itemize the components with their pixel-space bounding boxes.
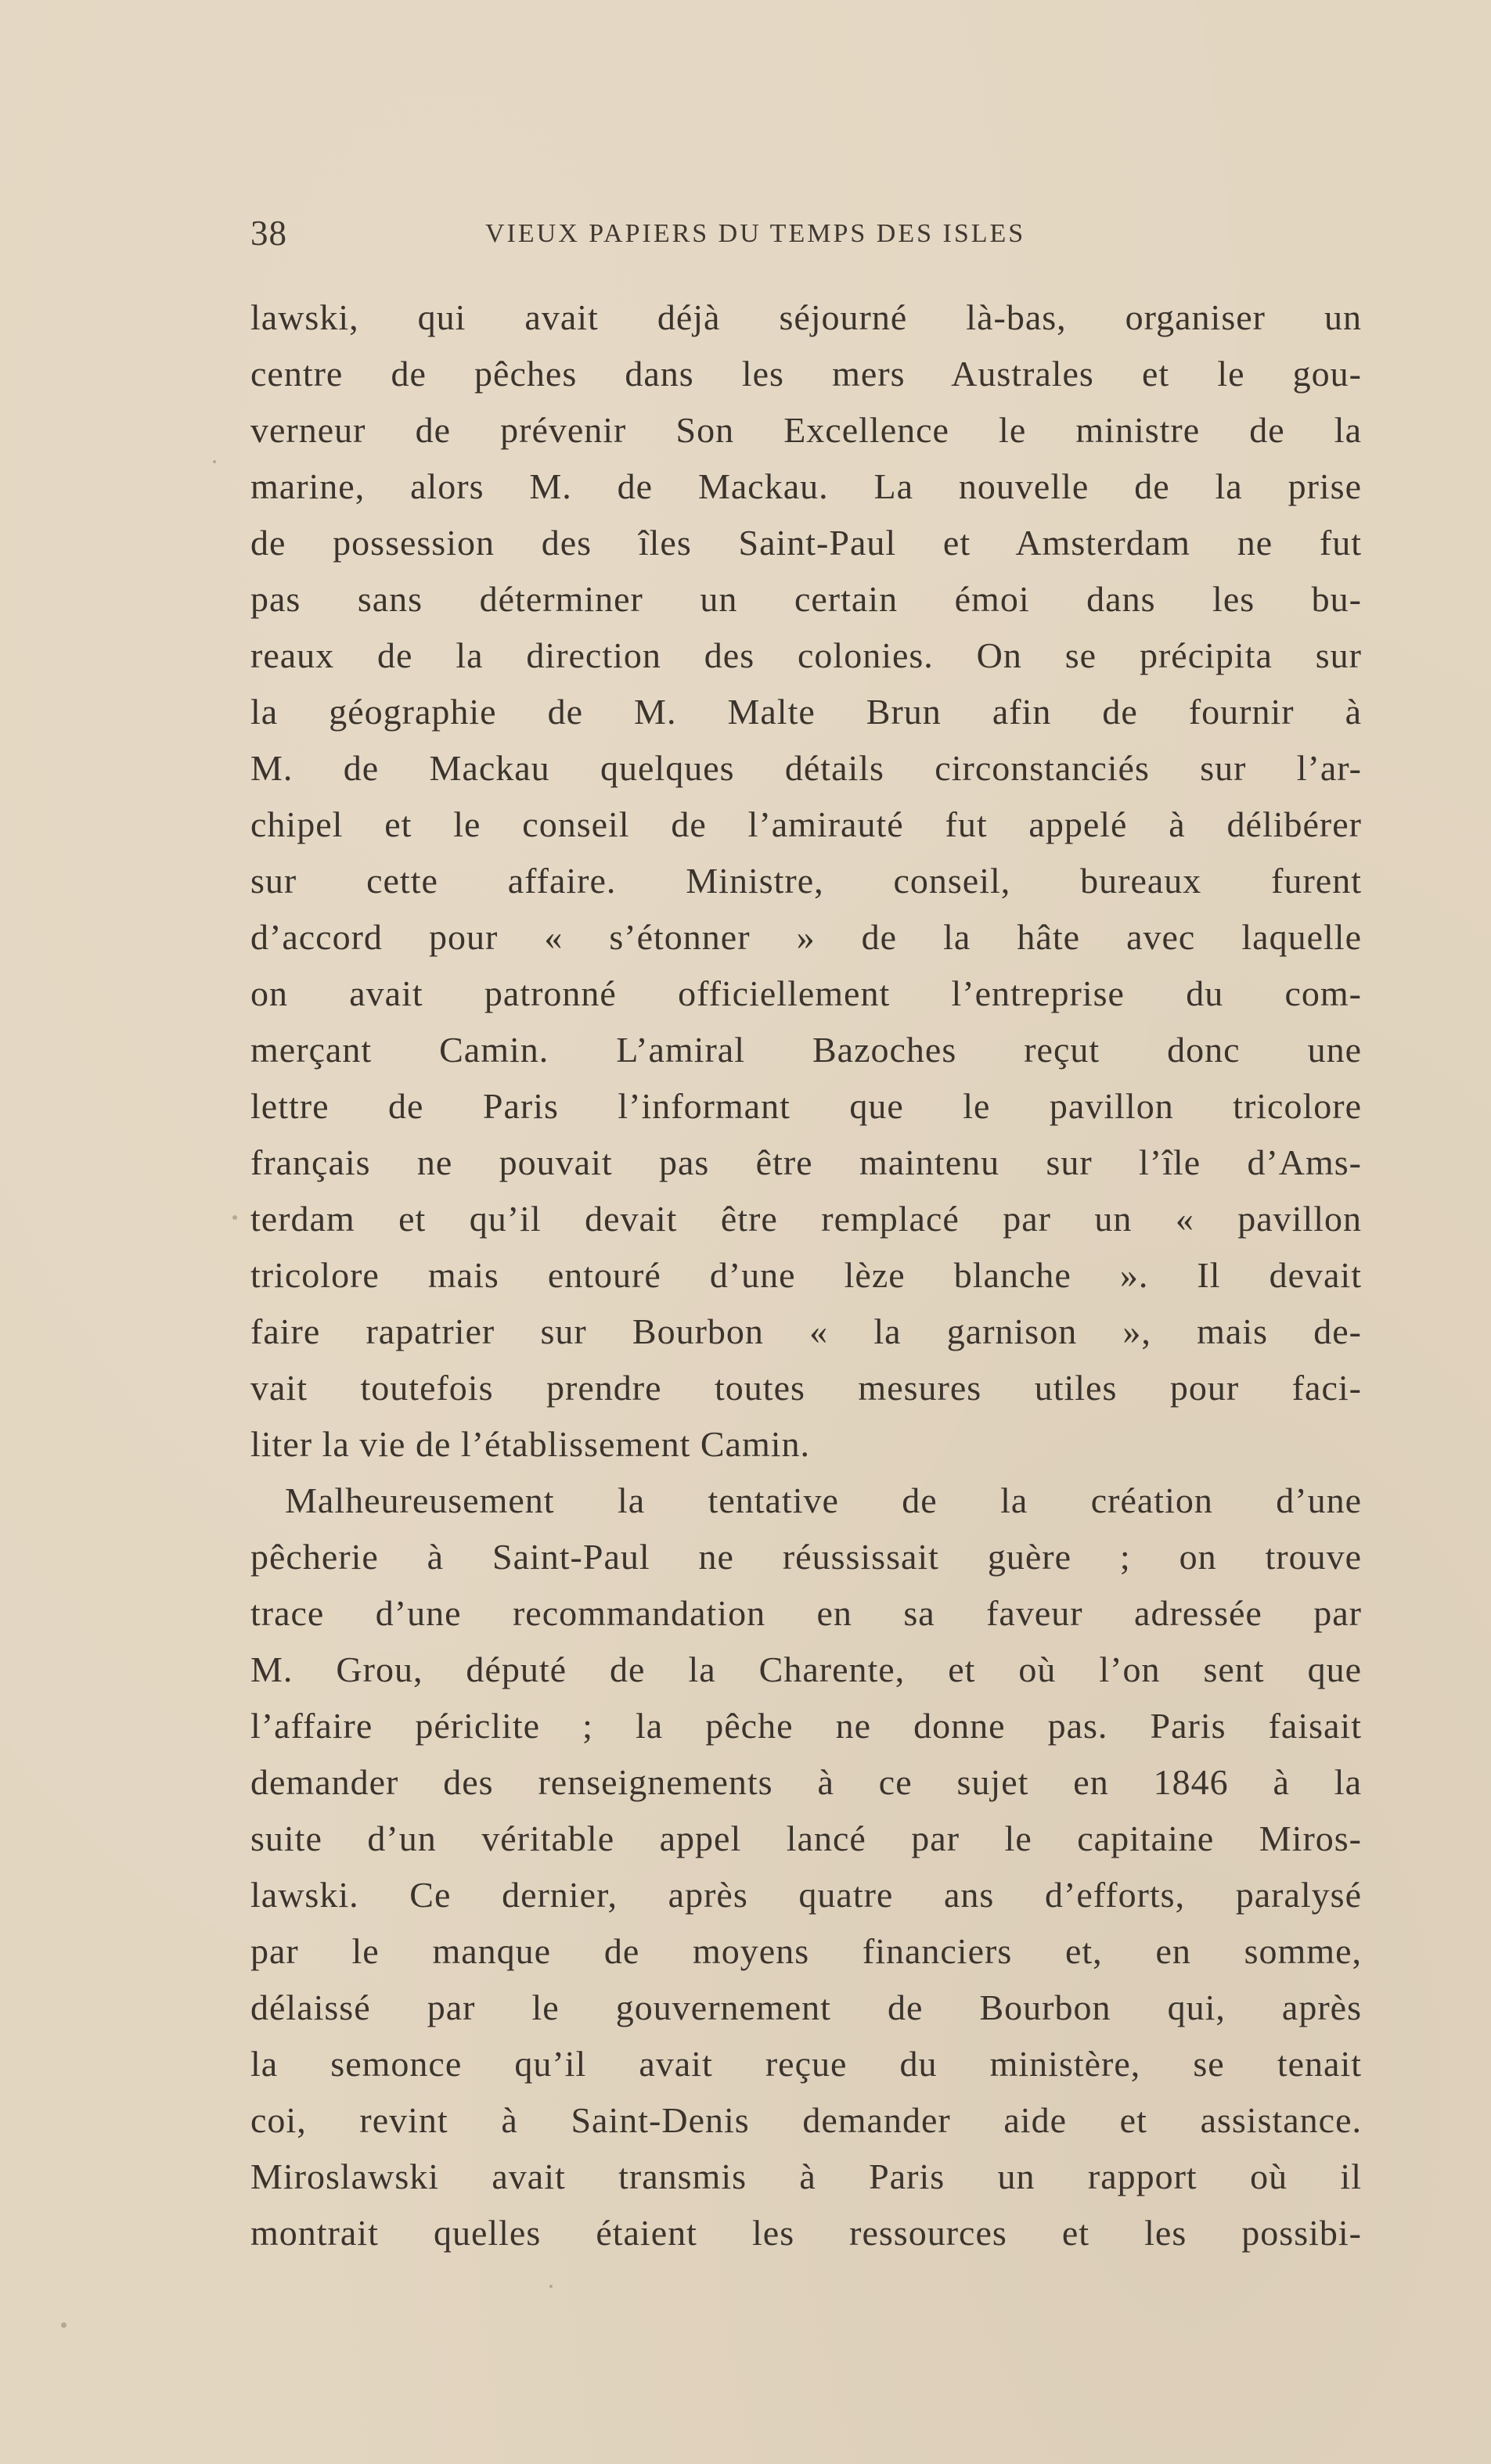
text-line: de possession des îles Saint-Paul et Amsterdam ne fut [250, 523, 1362, 563]
paper-speck [61, 2322, 67, 2328]
text-line: demander des renseignements à ce sujet en 1846 à la [250, 1762, 1362, 1802]
text-line: la semonce qu’il avait reçue du ministère, se tenait [250, 2044, 1362, 2084]
text-line-paragraph-start: Malheureusement la tentative de la création d’une [285, 1480, 1362, 1520]
body-text [250, 290, 1362, 2261]
text-line: terdam et qu’il devait être remplacé par un « pavillon [250, 1199, 1362, 1239]
text-line: tricolore mais entouré d’une lèze blanche ». Il devait [250, 1255, 1362, 1295]
text-line: reaux de la direction des colonies. On se précipita sur [250, 635, 1362, 675]
running-header [250, 213, 1362, 260]
text-line: pas sans déterminer un certain émoi dans les bu- [250, 579, 1362, 619]
running-title: VIEUX PAPIERS DU TEMPS DES ISLES [485, 219, 1026, 248]
text-line: lettre de Paris l’informant que le pavillon tricolore [250, 1086, 1362, 1126]
text-line: on avait patronné officiellement l’entreprise du com- [250, 973, 1362, 1013]
text-line: verneur de prévenir Son Excellence le ministre de la [250, 410, 1362, 450]
text-line: montrait quelles étaient les ressources et les possibi- [250, 2213, 1362, 2253]
text-line: sur cette affaire. Ministre, conseil, bureaux furent [250, 861, 1362, 901]
text-line: centre de pêches dans les mers Australes et le gou- [250, 354, 1362, 394]
text-line: chipel et le conseil de l’amirauté fut appelé à délibérer [250, 804, 1362, 844]
text-line: M. Grou, député de la Charente, et où l’on sent que [250, 1649, 1362, 1689]
text-line: la géographie de M. Malte Brun afin de fournir à [250, 692, 1362, 732]
paper-speck [549, 2285, 553, 2288]
text-line-paragraph-end: liter la vie de l’établissement Camin. [250, 1424, 811, 1464]
text-line: faire rapatrier sur Bourbon « la garnison », mais de- [250, 1311, 1362, 1351]
text-line: l’affaire périclite ; la pêche ne donne pas. Paris faisait [250, 1706, 1362, 1746]
text-line: pêcherie à Saint-Paul ne réussissait guère ; on trouve [250, 1537, 1362, 1577]
text-line: marine, alors M. de Mackau. La nouvelle de la prise [250, 466, 1362, 506]
page-number: 38 [250, 214, 287, 253]
text-line: lawski. Ce dernier, après quatre ans d’efforts, paralysé [250, 1875, 1362, 1915]
text-line: d’accord pour « s’étonner » de la hâte avec laquelle [250, 917, 1362, 957]
text-line: Miroslawski avait transmis à Paris un rapport où il [250, 2156, 1362, 2196]
text-line: trace d’une recommandation en sa faveur adressée par [250, 1593, 1362, 1633]
text-line: merçant Camin. L’amiral Bazoches reçut donc une [250, 1030, 1362, 1070]
text-line: par le manque de moyens financiers et, en somme, [250, 1931, 1362, 1971]
text-line: vait toutefois prendre toutes mesures utiles pour faci- [250, 1368, 1362, 1408]
paper-speck [213, 460, 216, 463]
text-line: lawski, qui avait déjà séjourné là-bas, organiser un [250, 297, 1362, 337]
paper-speck [232, 1215, 237, 1220]
text-line: français ne pouvait pas être maintenu sur l’île d’Ams- [250, 1142, 1362, 1182]
text-line: coi, revint à Saint-Denis demander aide et assistance. [250, 2100, 1362, 2140]
text-line: délaissé par le gouvernement de Bourbon qui, après [250, 1987, 1362, 2027]
text-line: M. de Mackau quelques détails circonstanciés sur l’ar- [250, 748, 1362, 788]
text-line: suite d’un véritable appel lancé par le capitaine Miros- [250, 1818, 1362, 1858]
